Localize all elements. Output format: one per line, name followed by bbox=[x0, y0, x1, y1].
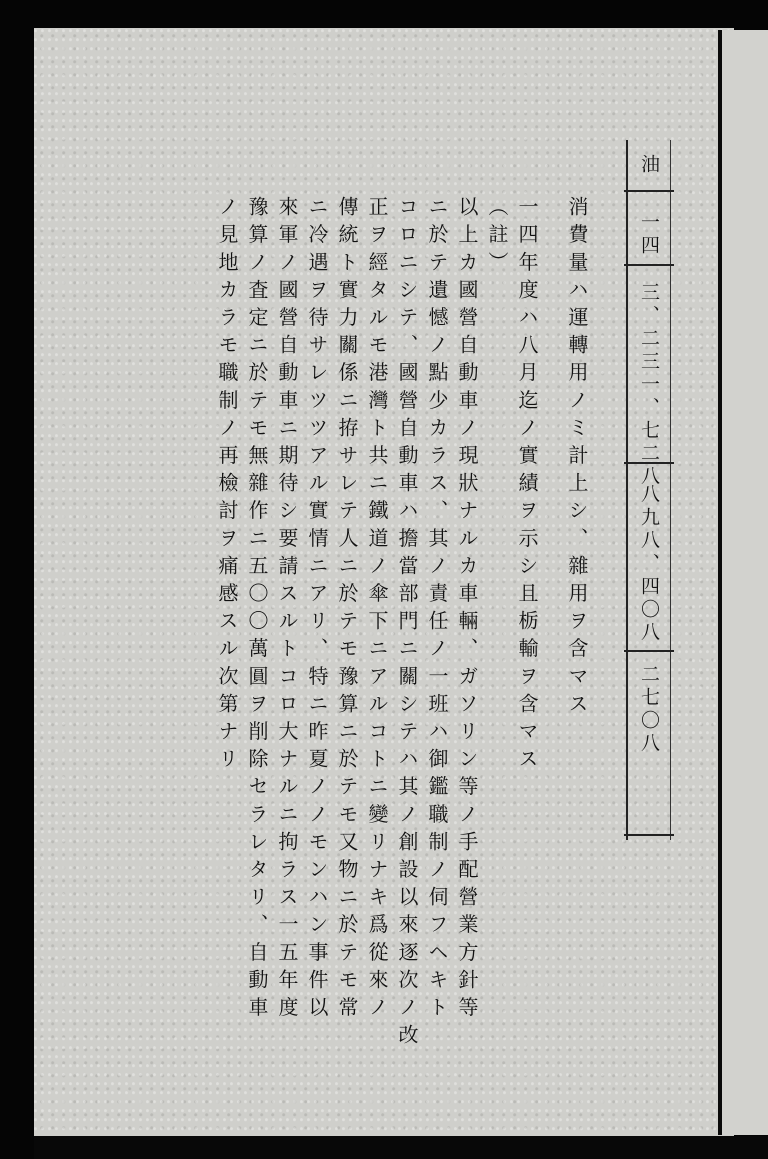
adjacent-page-strip bbox=[722, 30, 768, 1135]
table-rule-header bbox=[624, 190, 674, 192]
paragraph-line-7: 來軍ノ國營自動車ニ期待シ要請スルトコロ大ナルニ拘ラス一五年度 bbox=[275, 196, 299, 1024]
table-cell-unit: 二七〇八 bbox=[638, 664, 660, 756]
table-rule-3 bbox=[624, 650, 674, 652]
note-line-1: 消費量ハ運轉用ノミ計上シ、雜用ヲ含マス bbox=[565, 196, 589, 721]
vertical-body-text bbox=[215, 196, 612, 1096]
table-rule-1 bbox=[624, 264, 674, 266]
paragraph-line-9: ノ見地カラモ職制ノ再檢討ヲ痛感スル次第ナリ bbox=[215, 196, 239, 776]
table-header-cell: 油 bbox=[638, 154, 660, 177]
table-cell-cost: 八九八、四〇八 bbox=[638, 484, 660, 645]
paragraph-line-5: 傳統ト實力關係ニ拵サレテ人ニ於テモ豫算ニ於テモ又物ニ於テモ常 bbox=[335, 196, 359, 1024]
table-cell-consumption: 三、二三一、七二八 bbox=[638, 282, 660, 489]
table-rule-left bbox=[626, 140, 628, 840]
paragraph-line-8: 豫算ノ査定ニ於テモ無雜作ニ五〇〇萬圓ヲ削除セラレタリ、自動車 bbox=[245, 196, 269, 1024]
paragraph-line-2: ニ於テ遺憾ノ點少カラス、其ノ責任ノ一班ハ御鑑職制ノ伺フヘキト bbox=[425, 196, 449, 1024]
paragraph-line-1: 以上カ國營自動車ノ現狀ナルカ車輛、ガソリン等ノ手配營業方針等 bbox=[455, 196, 479, 1024]
table-cell-year: 一四 bbox=[638, 212, 660, 258]
paragraph-line-3: コロニシテ、國營自動車ハ擔當部門ニ關シテハ其ノ創設以來逐次ノ改 bbox=[395, 196, 419, 1052]
data-table-column bbox=[622, 140, 674, 840]
note-line-2: 一四年度ハ八月迄ノ實績ヲ示シ且栃輸ヲ含マス bbox=[515, 196, 539, 776]
note-heading: （註） bbox=[485, 196, 509, 279]
table-rule-right bbox=[670, 140, 671, 840]
table-rule-4 bbox=[624, 834, 674, 836]
paragraph-line-6: ニ冷遇ヲ待サレツツアル實情ニアリ、特ニ昨夏ノノモンハン事件以 bbox=[305, 196, 329, 1024]
bottom-border bbox=[34, 1136, 768, 1159]
paragraph-line-4: 正ヲ經タルモ港灣ト共ニ鐵道ノ傘下ニアルコトニ變リナキ爲從來ノ bbox=[365, 196, 389, 1024]
